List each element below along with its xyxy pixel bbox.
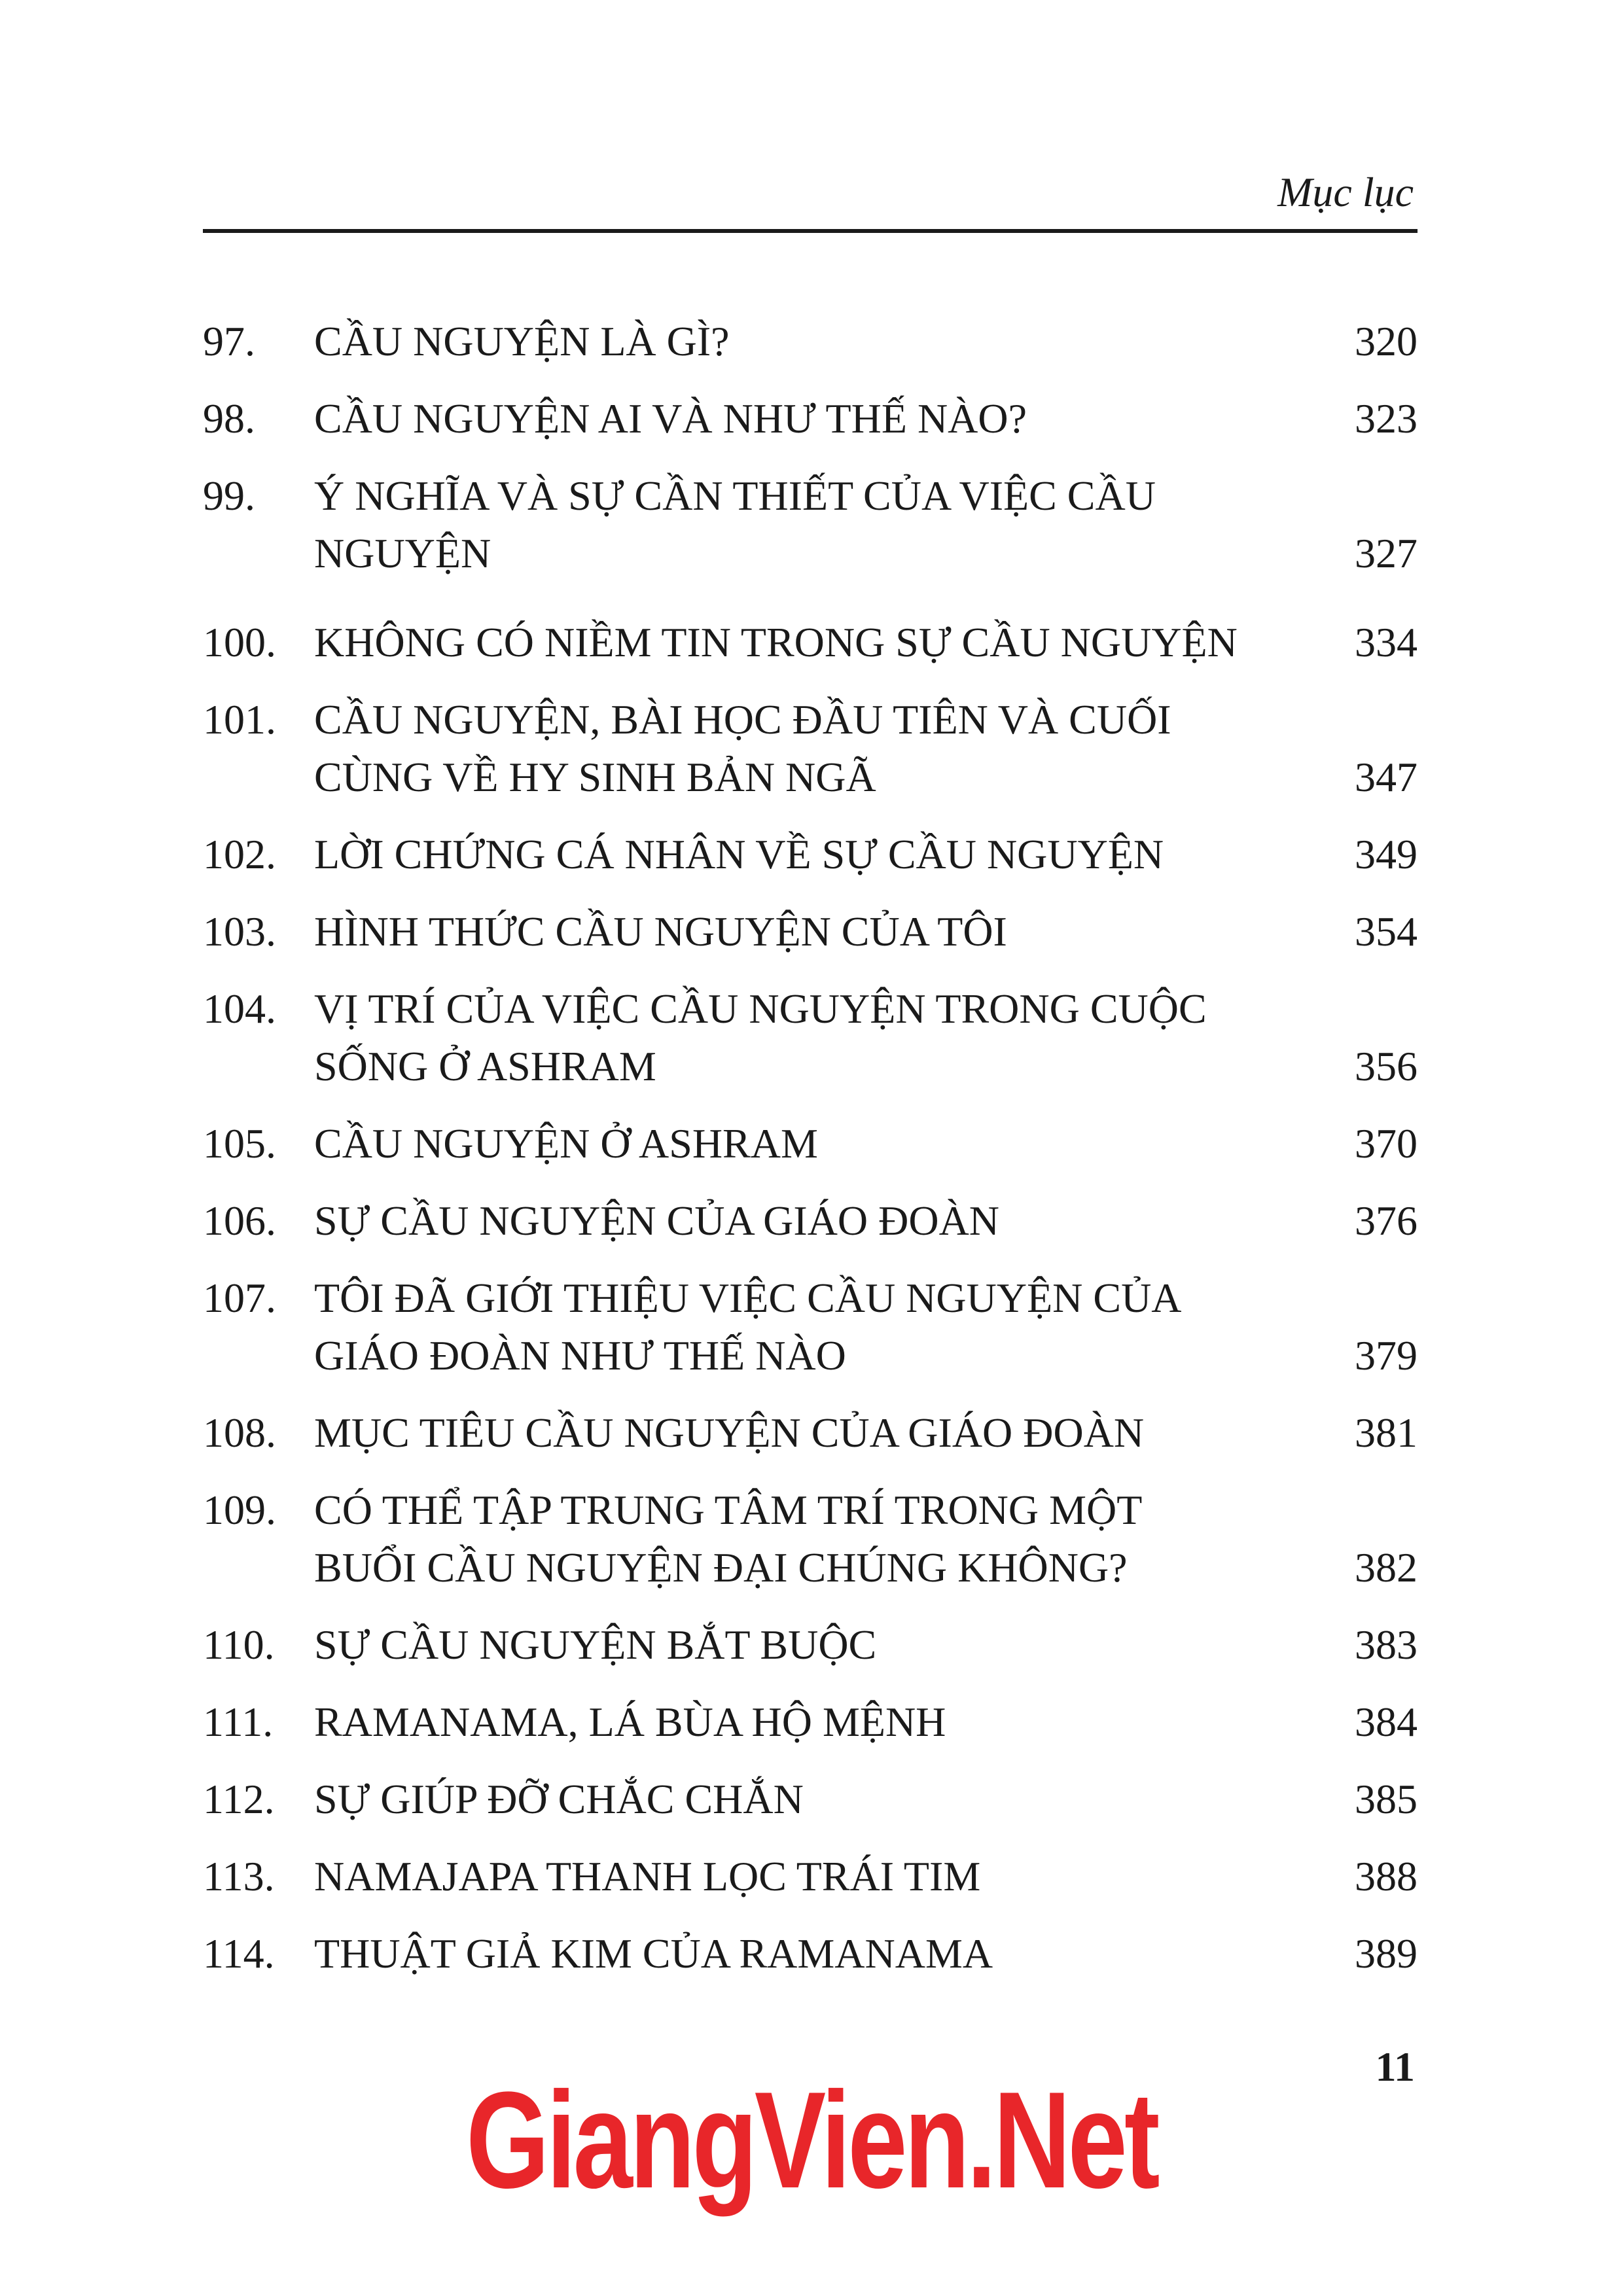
toc-entry-number: 105. <box>203 1120 276 1167</box>
toc-entry-title-line: Ý NGHĨA VÀ SỰ CẦN THIẾT CỦA VIỆC CẦU NGUYỆN <box>314 472 1156 576</box>
toc-entry-number: 102. <box>203 831 276 877</box>
toc-entry <box>203 1616 1418 1674</box>
toc-entry-page: 327 <box>1355 530 1418 576</box>
toc-entry-page: 384 <box>1355 1699 1418 1745</box>
toc-entry-title <box>314 1848 1326 1905</box>
toc-entry-page: 320 <box>1355 318 1418 364</box>
toc-entry-page: 381 <box>1355 1409 1418 1456</box>
toc-entry-title-line: BUỔI CẦU NGUYỆN ĐẠI CHÚNG KHÔNG? <box>314 1544 1128 1591</box>
toc-entry-title-line: KHÔNG CÓ NIỀM TIN TRONG SỰ CẦU NGUYỆN <box>314 619 1238 665</box>
toc-entry-title-line: CẦU NGUYỆN AI VÀ NHƯ THẾ NÀO? <box>314 395 1027 442</box>
toc-entry-number: 106. <box>203 1197 276 1244</box>
toc-entry-number: 114. <box>203 1930 275 1977</box>
toc-entry <box>203 467 1418 582</box>
toc-entry <box>203 1269 1418 1385</box>
toc-entry-title-line: SỰ CẦU NGUYỆN BẮT BUỘC <box>314 1621 877 1668</box>
toc-entry-title-line: LỜI CHỨNG CÁ NHÂN VỀ SỰ CẦU NGUYỆN <box>314 831 1164 877</box>
toc-entry-title-line: CẦU NGUYỆN Ở ASHRAM <box>314 1120 818 1167</box>
toc-entry-number: 109. <box>203 1487 276 1533</box>
toc-entry-title-line: VỊ TRÍ CỦA VIỆC CẦU NGUYỆN TRONG CUỘC <box>314 985 1207 1032</box>
toc-entry-title-line: HÌNH THỨC CẦU NGUYỆN CỦA TÔI <box>314 908 1007 955</box>
toc-entry-number: 104. <box>203 985 276 1032</box>
toc-entry <box>203 903 1418 961</box>
toc-entry <box>203 1771 1418 1828</box>
toc-entry-page: 379 <box>1355 1332 1418 1379</box>
toc-entry <box>203 1925 1418 1983</box>
toc-entry-title-line: MỤC TIÊU CẦU NGUYỆN CỦA GIÁO ĐOÀN <box>314 1409 1145 1456</box>
toc-entry-title-line: CẦU NGUYỆN LÀ GÌ? <box>314 318 730 364</box>
toc-entry <box>203 691 1418 806</box>
toc-entry <box>203 980 1418 1095</box>
toc-entry-page: 382 <box>1355 1544 1418 1591</box>
toc-entry-number: 111. <box>203 1699 274 1745</box>
toc-entry <box>203 1481 1418 1597</box>
table-of-contents <box>203 313 1418 2002</box>
toc-entry-number: 108. <box>203 1409 276 1456</box>
toc-entry <box>203 614 1418 671</box>
toc-entry-number: 107. <box>203 1275 276 1321</box>
toc-entry-title-line: NAMAJAPA THANH LỌC TRÁI TIM <box>314 1853 981 1899</box>
toc-entry-title-line: SỰ CẦU NGUYỆN CỦA GIÁO ĐOÀN <box>314 1197 999 1244</box>
toc-entry-title-line: THUẬT GIẢ KIM CỦA RAMANAMA <box>314 1930 993 1977</box>
toc-entry-title <box>314 1269 1326 1385</box>
toc-entry-page: 354 <box>1355 908 1418 955</box>
toc-entry-title <box>314 826 1326 883</box>
toc-entry-page: 349 <box>1355 831 1418 877</box>
toc-entry-title <box>314 691 1326 806</box>
toc-entry-title <box>314 614 1326 671</box>
toc-entry-title-line: CÓ THỂ TẬP TRUNG TÂM TRÍ TRONG MỘT <box>314 1487 1143 1533</box>
toc-entry-number: 100. <box>203 619 276 665</box>
toc-entry-title <box>314 1925 1326 1983</box>
toc-entry-title <box>314 390 1326 448</box>
header-rule <box>203 229 1418 233</box>
toc-entry-number: 110. <box>203 1621 275 1668</box>
toc-entry-page: 356 <box>1355 1043 1418 1089</box>
toc-entry-page: 334 <box>1355 619 1418 665</box>
toc-entry-title-line: CẦU NGUYỆN, BÀI HỌC ĐẦU TIÊN VÀ CUỐI <box>314 696 1171 743</box>
toc-entry-page: 385 <box>1355 1776 1418 1822</box>
toc-entry-page: 389 <box>1355 1930 1418 1977</box>
toc-entry-title <box>314 467 1326 582</box>
toc-entry-title <box>314 1481 1326 1597</box>
running-header-title: Mục lục <box>1277 169 1414 215</box>
toc-entry-title-line: GIÁO ĐOÀN NHƯ THẾ NÀO <box>314 1332 846 1379</box>
toc-entry <box>203 1404 1418 1462</box>
toc-entry-number: 103. <box>203 908 276 955</box>
toc-entry <box>203 313 1418 370</box>
toc-entry <box>203 1192 1418 1250</box>
toc-entry-title <box>314 1693 1326 1751</box>
toc-entry <box>203 826 1418 883</box>
toc-entry-title-line: CÙNG VỀ HY SINH BẢN NGÃ <box>314 754 876 800</box>
page-number: 11 <box>1375 2043 1415 2090</box>
toc-entry-title-line: SỰ GIÚP ĐỠ CHẮC CHẮN <box>314 1776 804 1822</box>
toc-entry-number: 97. <box>203 318 255 364</box>
toc-entry-title <box>314 903 1326 961</box>
toc-entry-title <box>314 980 1326 1095</box>
toc-entry-page: 388 <box>1355 1853 1418 1899</box>
toc-entry-title-line: SỐNG Ở ASHRAM <box>314 1043 656 1089</box>
toc-entry-title <box>314 1192 1326 1250</box>
toc-entry-page: 323 <box>1355 395 1418 442</box>
toc-entry-page: 370 <box>1355 1120 1418 1167</box>
toc-entry-number: 101. <box>203 696 276 743</box>
toc-entry-number: 98. <box>203 395 255 442</box>
toc-entry-number: 99. <box>203 472 255 519</box>
toc-entry-title <box>314 1404 1326 1462</box>
toc-entry-title <box>314 1771 1326 1828</box>
toc-entry <box>203 390 1418 448</box>
toc-entry-number: 113. <box>203 1853 275 1899</box>
toc-entry-title <box>314 313 1326 370</box>
toc-entry <box>203 1115 1418 1173</box>
toc-entry-number: 112. <box>203 1776 275 1822</box>
toc-entry <box>203 1848 1418 1905</box>
toc-entry-page: 383 <box>1355 1621 1418 1668</box>
toc-entry-title <box>314 1616 1326 1674</box>
watermark-logo: GiangVien.Net <box>466 2063 1157 2217</box>
toc-entry-page: 347 <box>1355 754 1418 800</box>
toc-entry-page: 376 <box>1355 1197 1418 1244</box>
toc-entry-title-line: RAMANAMA, LÁ BÙA HỘ MỆNH <box>314 1699 946 1745</box>
toc-entry <box>203 1693 1418 1751</box>
toc-entry-title-line: TÔI ĐÃ GIỚI THIỆU VIỆC CẦU NGUYỆN CỦA <box>314 1275 1182 1321</box>
toc-entry-title <box>314 1115 1326 1173</box>
